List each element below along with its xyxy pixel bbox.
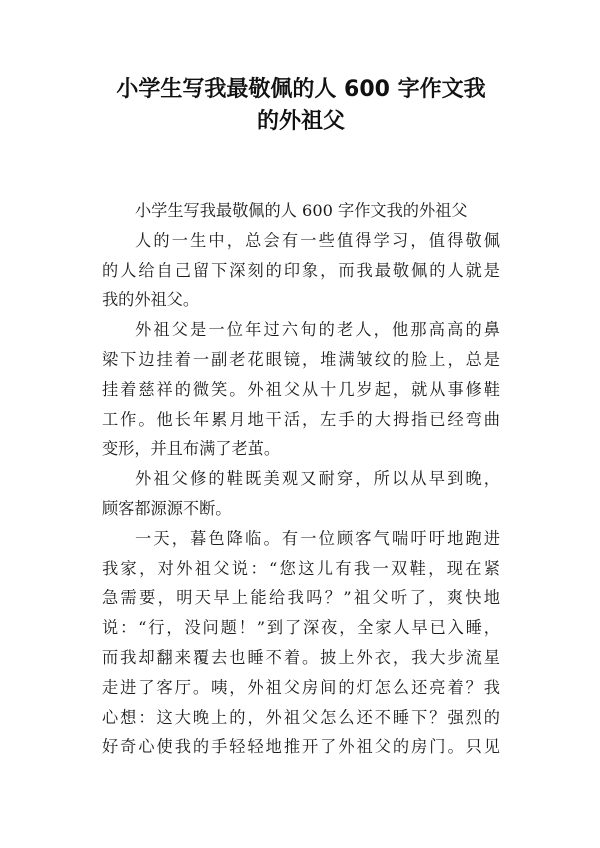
text-line: 我的外祖父。 bbox=[102, 290, 200, 310]
text-line: 外祖父是一位年过六旬的老人，他那高高的鼻 bbox=[135, 320, 500, 340]
text-line: 挂着慈祥的微笑。外祖父从十几岁起，就从事修鞋 bbox=[102, 379, 500, 399]
text-line: 心想：这大晚上的，外祖父怎么还不睡下？强烈的 bbox=[102, 707, 500, 727]
text-line: 而我却翻来覆去也睡不着。披上外衣，我大步流星 bbox=[102, 647, 500, 667]
paragraph bbox=[102, 315, 500, 464]
text-line: 工作。他长年累月地干活，左手的大拇指已经弯曲 bbox=[102, 409, 500, 429]
paragraph bbox=[102, 226, 500, 315]
text-line: 我家，对外祖父说：“您这儿有我一双鞋，现在紧 bbox=[102, 558, 500, 578]
text-line: 人的一生中，总会有一些值得学习，值得敬佩 bbox=[135, 230, 500, 250]
text-line: 外祖父修的鞋既美观又耐穿，所以从早到晚， bbox=[135, 469, 500, 489]
paragraph bbox=[102, 524, 500, 762]
text-line: 好奇心使我的手轻轻地推开了外祖父的房门。只见 bbox=[102, 737, 500, 757]
text-line: 的人给自己留下深刻的印象，而我最敬佩的人就是 bbox=[102, 260, 500, 280]
text-line: 急需要，明天早上能给我吗？”祖父听了，爽快地 bbox=[102, 588, 500, 608]
text-line: 梁下边挂着一副老花眼镜，堆满皱纹的脸上，总是 bbox=[102, 349, 500, 369]
text-line: 说：“行，没问题！”到了深夜，全家人早已入睡， bbox=[102, 618, 500, 638]
text-line: 走进了客厅。咦，外祖父房间的灯怎么还亮着？我 bbox=[102, 677, 500, 697]
document-title bbox=[102, 0, 500, 138]
text-line: 顾客都源源不断。 bbox=[102, 498, 232, 518]
paragraph-subtitle bbox=[102, 196, 500, 226]
text-line: 一天，暮色降临。有一位顾客气喘吁吁地跑进 bbox=[135, 528, 500, 548]
paragraph bbox=[102, 464, 500, 524]
text-line: 变形，并且布满了老茧。 bbox=[102, 439, 281, 459]
document-body bbox=[102, 196, 500, 762]
title-line: 小学生写我最敬佩的人 600 字作文我 bbox=[116, 77, 486, 102]
text-line: 小学生写我最敬佩的人 600 字作文我的外祖父 bbox=[135, 201, 468, 220]
title-line: 的外祖父 bbox=[256, 109, 345, 134]
